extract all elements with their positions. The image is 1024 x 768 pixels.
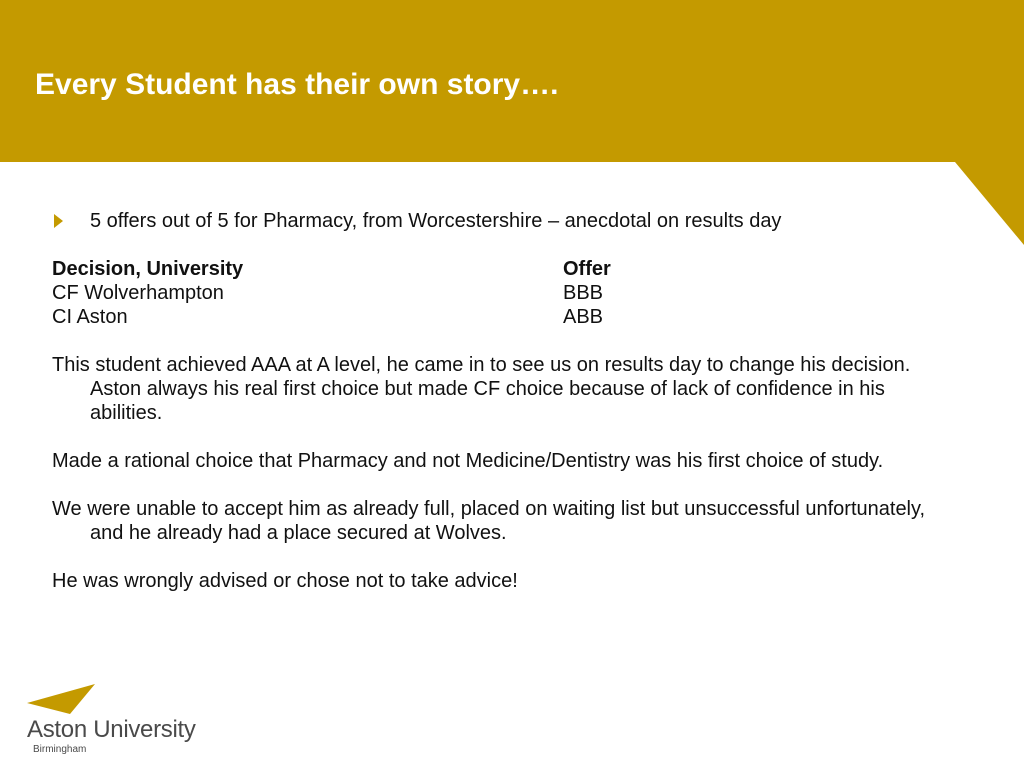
table-cell-university: CI Aston (52, 306, 128, 328)
logo-name: Aston University (27, 716, 196, 743)
table-header-offer: Offer (563, 258, 611, 280)
table-header-row (52, 257, 957, 281)
paragraph: We were unable to accept him as already full, placed on waiting list but unsuccessful unfortunately, and he already had a place secured at Wolves. (52, 498, 926, 544)
triangle-right-icon (54, 214, 63, 228)
offers-table (52, 257, 957, 329)
table-cell-offer: ABB (563, 306, 604, 328)
paragraph: Made a rational choice that Pharmacy and not Medicine/Dentistry was his first choice of study. (52, 450, 884, 472)
slide-title: Every Student has their own story…. (35, 68, 559, 101)
bullet-item (52, 209, 957, 233)
table-cell-offer: BBB (563, 282, 604, 304)
table-row (52, 281, 957, 305)
logo-city: Birmingham (33, 744, 87, 755)
paragraph: This student achieved AAA at A level, he came in to see us on results day to change his decision. Aston always his real first choice but made CF choice because of lack of confidence in his abilities. (52, 354, 911, 424)
aston-triangle-logo-icon (27, 682, 99, 716)
bullet-text: 5 offers out of 5 for Pharmacy, from Worcestershire – anecdotal on results day (90, 210, 782, 232)
table-header-decision: Decision, University (52, 258, 244, 280)
table-cell-university: CF Wolverhampton (52, 282, 224, 304)
aston-university-logo (27, 682, 227, 762)
table-row (52, 305, 957, 329)
paragraph: He was wrongly advised or chose not to take advice! (52, 570, 518, 592)
slide-body (52, 209, 957, 593)
